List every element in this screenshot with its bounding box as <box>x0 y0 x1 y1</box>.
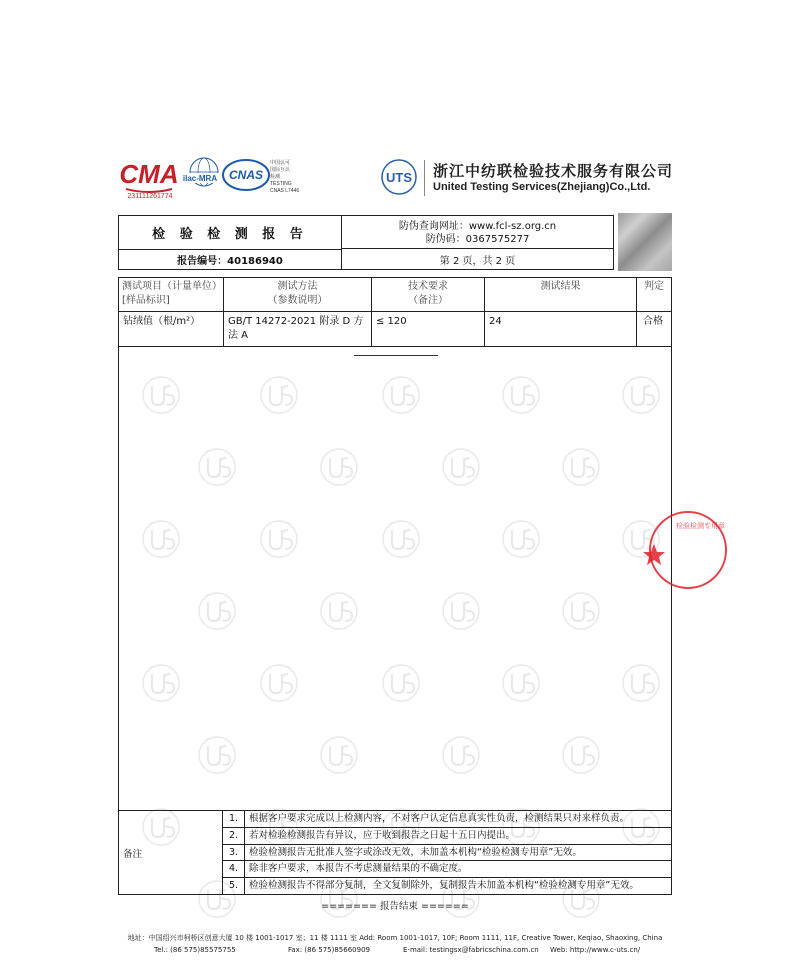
note-item: 3. 检验检测报告无批准人签字或涂改无效，未加盖本机构“检验检测专用章”无效。 <box>223 845 671 862</box>
ilac-mra-logo <box>180 156 220 192</box>
notes-label: 备注 <box>119 811 223 895</box>
cma-logo <box>119 153 179 195</box>
uts-logo <box>380 157 418 197</box>
cnas-accreditation-text: 中国认可 国际互认 检测 TESTING CNAS L7446 <box>270 160 300 194</box>
table-row <box>119 312 671 347</box>
cell-judgement: 合格 <box>643 316 663 327</box>
footer-fax: Fax: (86 575)85660909 <box>288 946 370 954</box>
anti-fake-info <box>342 216 613 249</box>
header-requirement: 技术要求 （备注） <box>372 278 485 311</box>
footer-web[interactable]: Web: http://www.c-uts.cn/ <box>550 946 641 954</box>
query-site: 防伪查询网址：www.fcl-sz.org.cn <box>398 221 557 232</box>
header-item: 测试项目（计量单位） [样品标识] <box>119 278 224 311</box>
company-name-cn: 浙江中纺联检验技术服务有限公司 <box>433 162 674 180</box>
results-end-line <box>354 355 438 356</box>
cell-result: 24 <box>485 312 637 346</box>
blurred-qr-code <box>618 213 672 271</box>
page-info: 第 2 页，共 2 页 <box>439 256 516 267</box>
header-result: 测试结果 <box>485 278 637 311</box>
footer-email[interactable]: E-mail: testingsx@fabricschina.com.cn <box>403 946 539 954</box>
note-item: 2. 若对检验检测报告有异议，应于收到报告之日起十五日内提出。 <box>223 828 671 845</box>
note-item: 5. 检验检测报告不得部分复制，全文复制除外，复制报告未加盖本机构“检验检测专用章”无效。 <box>223 878 671 895</box>
notes-section <box>119 810 671 895</box>
cell-requirement: ≤ 120 <box>372 312 485 346</box>
svg-text:检验检测专用章: 检验检测专用章 <box>676 522 725 530</box>
report-head-table <box>118 215 614 270</box>
svg-text:ilac-MRA: ilac-MRA <box>182 174 218 183</box>
anti-fake-code: 防伪码：0367575277 <box>425 234 530 245</box>
report-end-marker: ======= 报告结束 ====== <box>321 901 469 912</box>
svg-text:CMA: CMA <box>119 159 179 189</box>
svg-text:UTS: UTS <box>386 170 412 185</box>
cma-code: 231111261774 <box>127 193 173 200</box>
cnas-logo <box>222 157 270 193</box>
header-judgement: 判定 <box>644 281 664 292</box>
svg-text:CNAS: CNAS <box>228 168 264 182</box>
official-stamp <box>640 508 725 592</box>
report-title: 检 验 检 测 报 告 <box>119 216 342 250</box>
footer-tel: Tel.: (86 575)85575755 <box>154 946 236 954</box>
cell-item: 钻绒值（根/m²） <box>119 312 224 346</box>
header-divider <box>424 160 425 196</box>
note-item: 4. 除非客户要求，本报告不考虑测量结果的不确定度。 <box>223 861 671 878</box>
header-method: 测试方法 （参数说明） <box>224 278 372 311</box>
footer-address: 地址：中国绍兴市柯桥区创意大厦 10 楼 1001-1017 室；11 楼 1111 室 Add: Room 1001-1017, 10F; Room 1111, 11F, Creative Tower, Keqiao, Shaoxing, China <box>127 934 663 942</box>
report-number: 报告编号：40186940 <box>119 250 342 269</box>
cell-method: GB/T 14272-2021 附录 D 方 法 A <box>224 312 372 346</box>
results-table <box>118 277 672 895</box>
note-item: 1. 根据客户要求完成以上检测内容，不对客户认定信息真实性负责，检测结果只对来样负责。 <box>223 811 671 828</box>
table-header-row <box>119 278 671 312</box>
company-name-en: United Testing Services(Zhejiang)Co.,Ltd. <box>433 181 651 193</box>
